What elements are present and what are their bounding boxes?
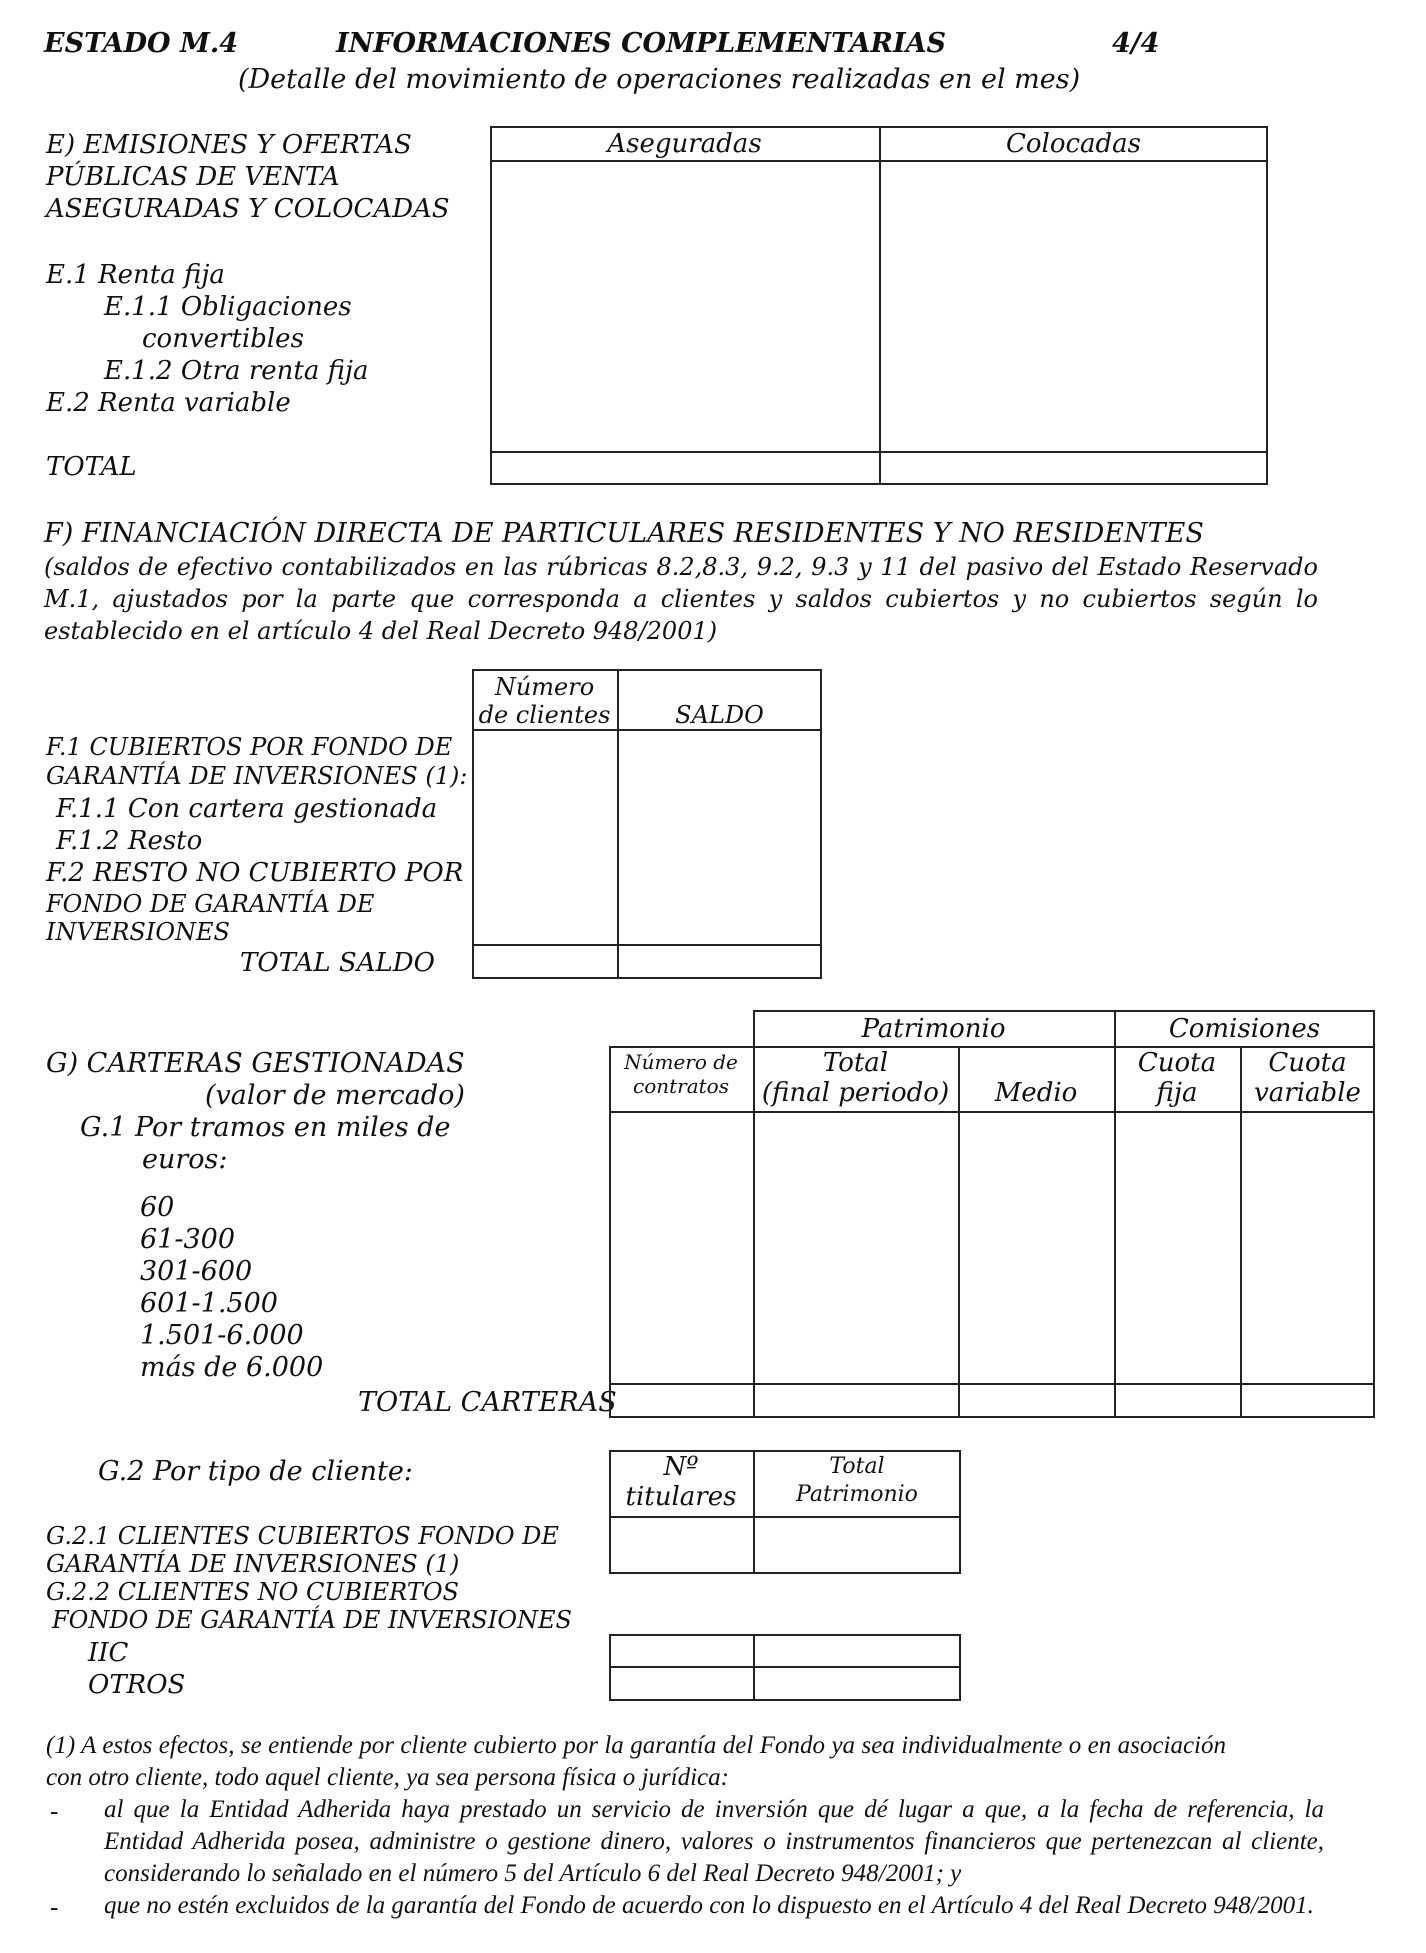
g22-line-1: G.2.2 CLIENTES NO CUBIERTOS (46, 1578, 459, 1606)
g2-cubiertos-patrimonio-cell[interactable] (755, 1518, 959, 1572)
f2-line-2: FONDO DE GARANTÍA DE (46, 890, 375, 918)
section-e-item-renta-fija: E.1 Renta fija (46, 260, 225, 290)
g21-line-2: GARANTÍA DE INVERSIONES (1) (46, 1550, 460, 1578)
colocadas-total-cell[interactable] (881, 453, 1267, 483)
section-e-total-label: TOTAL (46, 452, 137, 482)
col-n-titulares-1: Nº (663, 1452, 699, 1482)
col-final-periodo: (final periodo) (761, 1078, 950, 1108)
iic-patrimonio-cell[interactable] (755, 1636, 959, 1665)
section-e-item-obligaciones: E.1.1 Obligaciones (104, 292, 352, 322)
col-total-patrimonio-2: Patrimonio (796, 1482, 918, 1507)
col-cuota-fija-2: fija (1156, 1078, 1198, 1108)
section-e-item-otra-renta-fija: E.1.2 Otra renta fija (104, 356, 369, 386)
section-e-item-convertibles: convertibles (142, 324, 304, 354)
tramo-601-1500: 601-1.500 (140, 1288, 278, 1319)
section-g-title: G) CARTERAS GESTIONADAS (46, 1048, 465, 1079)
g1-line-1: G.1 Por tramos en miles de (80, 1112, 451, 1143)
tramo-301-600: 301-600 (140, 1256, 253, 1287)
f1-line-2: GARANTÍA DE INVERSIONES (1): (46, 762, 468, 790)
clientes-total-cell[interactable] (474, 946, 616, 977)
g21-line-1: G.2.1 CLIENTES CUBIERTOS FONDO DE (46, 1522, 559, 1550)
col-colocadas: Colocadas (1005, 129, 1142, 159)
saldo-total-cell[interactable] (619, 946, 820, 977)
col-aseguradas: Aseguradas (607, 129, 762, 159)
section-e-title-1: E) EMISIONES Y OFERTAS (46, 130, 412, 160)
page-title: INFORMACIONES COMPLEMENTARIAS (336, 28, 947, 59)
f2-line-1: F.2 RESTO NO CUBIERTO POR (46, 858, 464, 888)
page-number: 4/4 (1112, 28, 1160, 59)
f12-label: F.1.2 Resto (56, 826, 203, 856)
tramo-61-300: 61-300 (140, 1224, 236, 1255)
aseguradas-total-cell[interactable] (492, 453, 878, 483)
col-n-titulares-2: titulares (625, 1482, 737, 1512)
iic-titulares-cell[interactable] (611, 1636, 752, 1665)
col-total: Total (822, 1048, 889, 1078)
g22-iic-label: IIC (88, 1638, 129, 1668)
footnote-item-1: al que la Entidad Adherida haya prestado un servicio de inversión que dé lugar a que, a la fecha de referencia, la Entidad Adherida posea, administre o gestione dinero, valores o instrumentos financieros que pertenezcan al cliente, considerando lo señalado en el número 5 del Artículo 6 del Real Decreto 948/2001; y (104, 1796, 1324, 1887)
section-f-title: F) FINANCIACIÓN DIRECTA DE PARTICULARES RESIDENTES Y NO RESIDENTES (44, 518, 1204, 549)
col-numero: Número (494, 673, 595, 701)
col-numero-de: Número de (624, 1050, 738, 1074)
footnote-item-2: que no estén excluidos de la garantía del Fondo de acuerdo con lo dispuesto en el Artículo 4 del Real Decreto 948/2001. (104, 1892, 1314, 1919)
page-subtitle: (Detalle del movimiento de operaciones realizadas en el mes) (238, 64, 1081, 95)
footnote-bullet-2: - (50, 1894, 59, 1921)
g22-otros-label: OTROS (88, 1670, 186, 1700)
aseguradas-cell[interactable] (492, 162, 878, 450)
group-patrimonio: Patrimonio (861, 1014, 1006, 1044)
clientes-cell[interactable] (474, 731, 616, 943)
col-cuota-variable-1: Cuota (1268, 1048, 1347, 1078)
col-contratos: contratos (633, 1074, 729, 1098)
g1-line-2: euros: (142, 1144, 228, 1175)
patrimonio-total-cell[interactable] (755, 1113, 957, 1382)
cuota-fija-cell[interactable] (1116, 1113, 1239, 1382)
g1-total-row[interactable] (611, 1385, 1373, 1416)
f11-label: F.1.1 Con cartera gestionada (56, 794, 438, 824)
col-cuota-variable-2: variable (1254, 1078, 1361, 1108)
f1-line-1: F.1 CUBIERTOS POR FONDO DE (46, 733, 453, 761)
tramo-1501-6000: 1.501-6.000 (140, 1320, 304, 1351)
g2-cubiertos-titulares-cell[interactable] (611, 1518, 752, 1572)
col-cuota-fija-1: Cuota (1137, 1048, 1217, 1078)
contratos-cell[interactable] (611, 1113, 752, 1382)
group-comisiones: Comisiones (1168, 1014, 1321, 1044)
section-f-note: (saldos de efectivo contabilizados en las rúbricas 8.2,8.3, 9.2, 9.3 y 11 del pasivo del Estado Reservado M.1, ajustados por la parte que corresponda a clientes y saldos cubiertos y no cubiertos según lo establecido en el artículo 4 del Real Decreto 948/2001) (44, 553, 1318, 645)
footnote-intro: (1) A estos efectos, se entiende por cliente cubierto por la garantía del Fondo ya sea individualmente o en asociación con otro cliente, todo aquel cliente, ya sea persona física o jurídica: (46, 1732, 1226, 1791)
section-e-item-renta-variable: E.2 Renta variable (46, 388, 291, 418)
col-saldo: SALDO (675, 701, 764, 729)
section-f-total-label: TOTAL SALDO (240, 948, 435, 978)
otros-patrimonio-cell[interactable] (755, 1668, 959, 1699)
footnote-bullet-1: - (50, 1798, 59, 1825)
tramo-mas-6000: más de 6.000 (140, 1352, 324, 1383)
section-g-subtitle: (valor de mercado) (205, 1080, 465, 1111)
col-de-clientes: de clientes (478, 701, 611, 729)
tramo-60: 60 (140, 1192, 175, 1223)
patrimonio-medio-cell[interactable] (960, 1113, 1113, 1382)
section-e-title-3: ASEGURADAS Y COLOCADAS (46, 194, 450, 224)
colocadas-cell[interactable] (881, 162, 1267, 450)
otros-titulares-cell[interactable] (611, 1668, 752, 1699)
section-g-total-label: TOTAL CARTERAS (358, 1387, 617, 1418)
col-medio: Medio (994, 1078, 1078, 1108)
estado-code: ESTADO M.4 (44, 28, 239, 59)
cuota-variable-cell[interactable] (1242, 1113, 1373, 1382)
g22-line-2: FONDO DE GARANTÍA DE INVERSIONES (52, 1606, 572, 1634)
section-e-title-2: PÚBLICAS DE VENTA (46, 162, 340, 192)
f2-line-3: INVERSIONES (46, 918, 230, 946)
g2-title: G.2 Por tipo de cliente: (98, 1456, 413, 1487)
saldo-cell[interactable] (619, 731, 820, 943)
col-total-patrimonio-1: Total (829, 1454, 885, 1479)
